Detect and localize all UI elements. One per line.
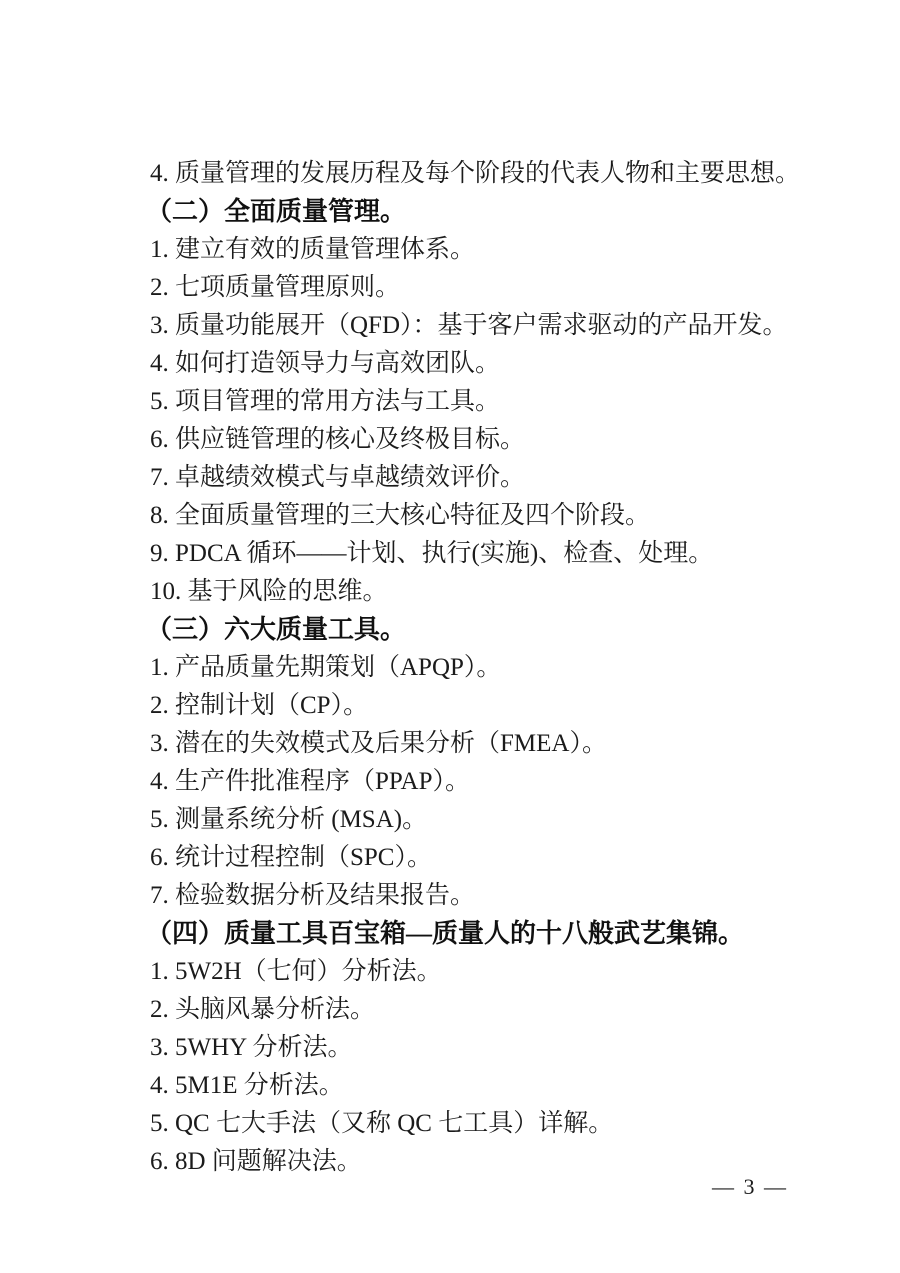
list-item: 5. 测量系统分析 (MSA)。 — [150, 806, 428, 833]
list-item: 7. 检验数据分析及结果报告。 — [150, 882, 476, 909]
list-item: 6. 统计过程控制（SPC）。 — [150, 844, 432, 871]
list-item: 3. 潜在的失效模式及后果分析（FMEA）。 — [150, 730, 607, 757]
list-item: 6. 供应链管理的核心及终极目标。 — [150, 426, 526, 453]
list-item: 3. 质量功能展开（QFD）：基于客户需求驱动的产品开发。 — [150, 312, 788, 339]
list-item: 10. 基于风险的思维。 — [150, 578, 388, 605]
list-item: 2. 头脑风暴分析法。 — [150, 996, 376, 1023]
document-body — [146, 155, 810, 1181]
list-item: 4. 如何打造领导力与高效团队。 — [150, 350, 501, 377]
list-item: 5. QC 七大手法（又称 QC 七工具）详解。 — [150, 1110, 614, 1137]
section-heading: （四）质量工具百宝箱—质量人的十八般武艺集锦。 — [146, 919, 745, 948]
list-item: 2. 七项质量管理原则。 — [150, 274, 401, 301]
list-item: 1. 建立有效的质量管理体系。 — [150, 236, 476, 263]
list-item: 4. 5M1E 分析法。 — [150, 1072, 344, 1099]
list-item: 1. 产品质量先期策划（APQP）。 — [150, 654, 502, 681]
list-item: 4. 生产件批准程序（PPAP）。 — [150, 768, 470, 795]
list-item: 4. 质量管理的发展历程及每个阶段的代表人物和主要思想。 — [150, 160, 801, 187]
list-item: 3. 5WHY 分析法。 — [150, 1034, 353, 1061]
list-item: 5. 项目管理的常用方法与工具。 — [150, 388, 501, 415]
page-number: — 3 — — [712, 1174, 786, 1199]
list-item: 1. 5W2H（七何）分析法。 — [150, 958, 442, 985]
list-item: 8. 全面质量管理的三大核心特征及四个阶段。 — [150, 502, 651, 529]
list-item: 9. PDCA 循环——计划、执行(实施)、检查、处理。 — [150, 540, 714, 567]
list-item: 6. 8D 问题解决法。 — [150, 1148, 362, 1175]
section-heading: （三）六大质量工具。 — [146, 615, 407, 644]
list-item: 7. 卓越绩效模式与卓越绩效评价。 — [150, 464, 526, 491]
list-item: 2. 控制计划（CP）。 — [150, 692, 369, 719]
section-heading: （二）全面质量管理。 — [146, 197, 407, 226]
